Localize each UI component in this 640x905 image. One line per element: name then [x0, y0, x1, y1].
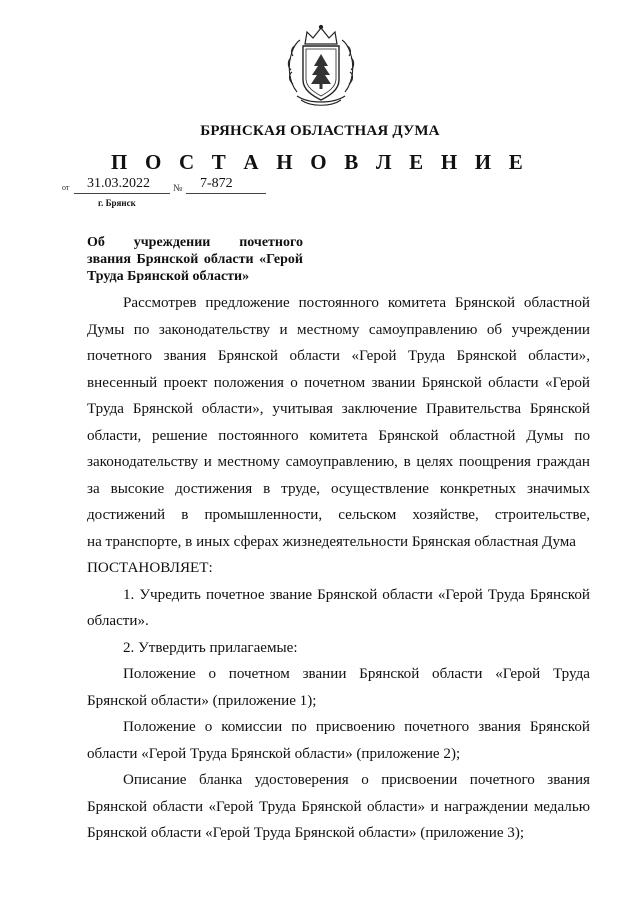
- number-prefix: №: [173, 183, 183, 194]
- body-line: законодательству и местному самоуправлению, в целях поощрения граждан: [87, 454, 590, 470]
- body-line: внесенный проект положения о почетном звании Брянской области «Герой: [87, 374, 590, 391]
- body-line: Описание бланка удостоверения о присвоении почетного звания: [123, 772, 590, 788]
- body-line: Рассмотрев предложение постоянного комитета Брянской областной: [123, 295, 590, 311]
- body-line: Положение о комиссии по присвоению почетного звания Брянской: [123, 719, 590, 735]
- body-line: Труда Брянской области», учитывая заключение Правительства Брянской: [87, 401, 590, 417]
- body-line: 2. Утвердить прилагаемые:: [123, 639, 298, 656]
- body-line: за высокие достижения в труде, осуществление конкретных значимых: [87, 480, 590, 497]
- document-subject: [87, 234, 303, 285]
- subject-line: звания Брянской области «Герой: [87, 252, 303, 267]
- body-line: Брянской области «Герой Труда Брянской области» и награждении медалью: [87, 798, 590, 815]
- body-line: Думы по законодательству и местному самоуправлению об учреждении: [87, 321, 590, 338]
- document-body: [87, 290, 590, 847]
- date-prefix: от: [62, 183, 70, 192]
- body-line: на транспорте, в иных сферах жизнедеятельности Брянская областная Дума: [87, 533, 576, 550]
- subject-line: Труда Брянской области»: [87, 269, 250, 284]
- body-line: 1. Учредить почетное звание Брянской области «Герой Труда Брянской: [123, 586, 590, 603]
- body-line: почетного звания Брянской области «Герой Труда Брянской области»,: [87, 348, 590, 364]
- body-line: Брянской области» (приложение 1);: [87, 692, 317, 709]
- bryansk-coat-of-arms-icon: [283, 22, 359, 110]
- document-type-title: П О С Т А Н О В Л Е Н И Е: [110, 150, 529, 174]
- city-label: г. Брянск: [98, 198, 136, 208]
- body-line: Брянской области «Герой Труда Брянской области» (приложение 3);: [87, 825, 525, 841]
- document-number: 7-872: [200, 176, 233, 191]
- body-line: области «Герой Труда Брянской области» (приложение 2);: [87, 745, 461, 762]
- number-underline: [186, 193, 266, 194]
- body-line: области, решение постоянного комитета Брянской областной Думы по: [87, 427, 590, 444]
- body-line: ПОСТАНОВЛЯЕТ:: [87, 560, 213, 576]
- date-underline: [74, 193, 170, 194]
- body-line: области».: [87, 613, 149, 629]
- body-line: достижений в промышленности, сельском хозяйстве, строительстве,: [87, 507, 590, 523]
- document-date: 31.03.2022: [87, 176, 150, 191]
- body-line: Положение о почетном звании Брянской области «Герой Труда: [123, 666, 590, 682]
- subject-line: Об учреждении почетного: [87, 235, 303, 250]
- organization-name: БРЯНСКАЯ ОБЛАСТНАЯ ДУМА: [200, 123, 440, 139]
